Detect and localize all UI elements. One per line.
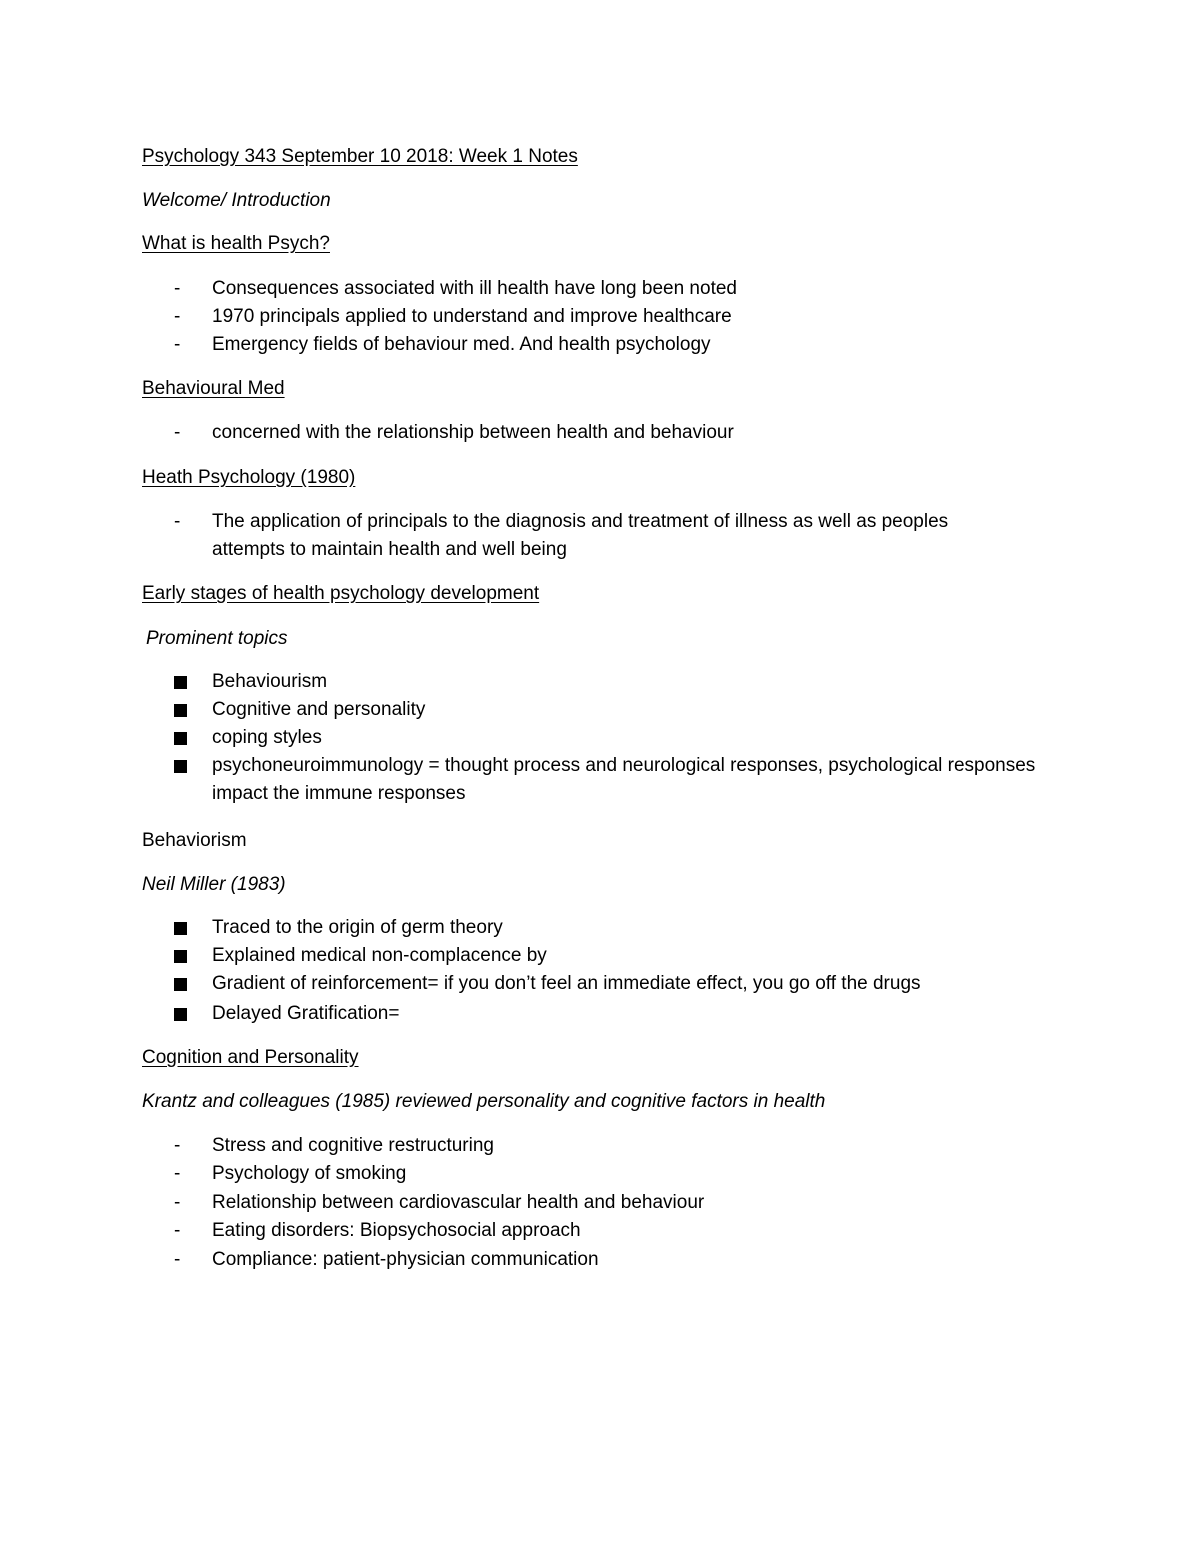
dash-marker: -	[174, 1135, 181, 1156]
square-bullet-icon	[174, 670, 187, 696]
list-item-text: Traced to the origin of germ theory	[212, 917, 503, 938]
welcome-heading: Welcome/ Introduction	[142, 190, 331, 211]
document-title: Psychology 343 September 10 2018: Week 1 Notes	[142, 146, 578, 167]
subheading-krantz: Krantz and colleagues (1985) reviewed personality and cognitive factors in health	[142, 1091, 826, 1112]
dash-marker: -	[174, 422, 181, 443]
square-bullet-icon	[174, 726, 187, 752]
dash-marker: -	[174, 334, 181, 355]
square-bullet-icon	[174, 916, 187, 942]
section-heading-early-stages: Early stages of health psychology development	[142, 583, 540, 604]
square-bullet-icon	[174, 698, 187, 724]
list-item-text: Psychology of smoking	[212, 1163, 407, 1184]
square-bullet-icon	[174, 944, 187, 970]
section-heading-what-is: What is health Psych?	[142, 233, 330, 254]
dash-marker: -	[174, 306, 181, 327]
list-item-text: Behaviourism	[212, 671, 328, 692]
list-item-text: psychoneuroimmunology = thought process and neurological responses, psychological responses	[212, 755, 1036, 776]
list-item-text: 1970 principals applied to understand and improve healthcare	[212, 306, 732, 327]
section-heading-behaviorism: Behaviorism	[142, 830, 247, 851]
square-bullet-icon	[174, 972, 187, 998]
list-item-text: Consequences associated with ill health have long been noted	[212, 278, 737, 299]
list-item-text: Gradient of reinforcement= if you don’t feel an immediate effect, you go off the drugs	[212, 973, 921, 994]
list-item-text: The application of principals to the diagnosis and treatment of illness as well as peoples	[212, 511, 949, 532]
list-item-text: Delayed Gratification=	[212, 1003, 400, 1024]
subheading-neil-miller: Neil Miller (1983)	[142, 874, 286, 895]
dash-marker: -	[174, 1163, 181, 1184]
dash-marker: -	[174, 1249, 181, 1270]
square-bullet-icon	[174, 754, 187, 780]
list-item-text: Eating disorders: Biopsychosocial approach	[212, 1220, 581, 1241]
square-bullet-icon	[174, 1002, 187, 1028]
list-item-text-continued: attempts to maintain health and well being	[212, 539, 567, 560]
list-item-text: Stress and cognitive restructuring	[212, 1135, 494, 1156]
list-item-text: concerned with the relationship between health and behaviour	[212, 422, 734, 443]
list-item-text: Relationship between cardiovascular health and behaviour	[212, 1192, 705, 1213]
dash-marker: -	[174, 511, 181, 532]
list-item-text: coping styles	[212, 727, 322, 748]
list-item-text: Compliance: patient-physician communication	[212, 1249, 599, 1270]
section-heading-heath-psychology: Heath Psychology (1980)	[142, 467, 356, 488]
dash-marker: -	[174, 1192, 181, 1213]
list-item-text: Explained medical non-complacence by	[212, 945, 547, 966]
list-item-text: Cognitive and personality	[212, 699, 426, 720]
dash-marker: -	[174, 1220, 181, 1241]
section-heading-cognition: Cognition and Personality	[142, 1047, 359, 1068]
list-item-text: Emergency fields of behaviour med. And health psychology	[212, 334, 711, 355]
dash-marker: -	[174, 278, 181, 299]
list-item-text-continued: impact the immune responses	[212, 783, 466, 804]
section-heading-behavioural-med: Behavioural Med	[142, 378, 285, 399]
subheading-prominent-topics: Prominent topics	[146, 628, 288, 649]
